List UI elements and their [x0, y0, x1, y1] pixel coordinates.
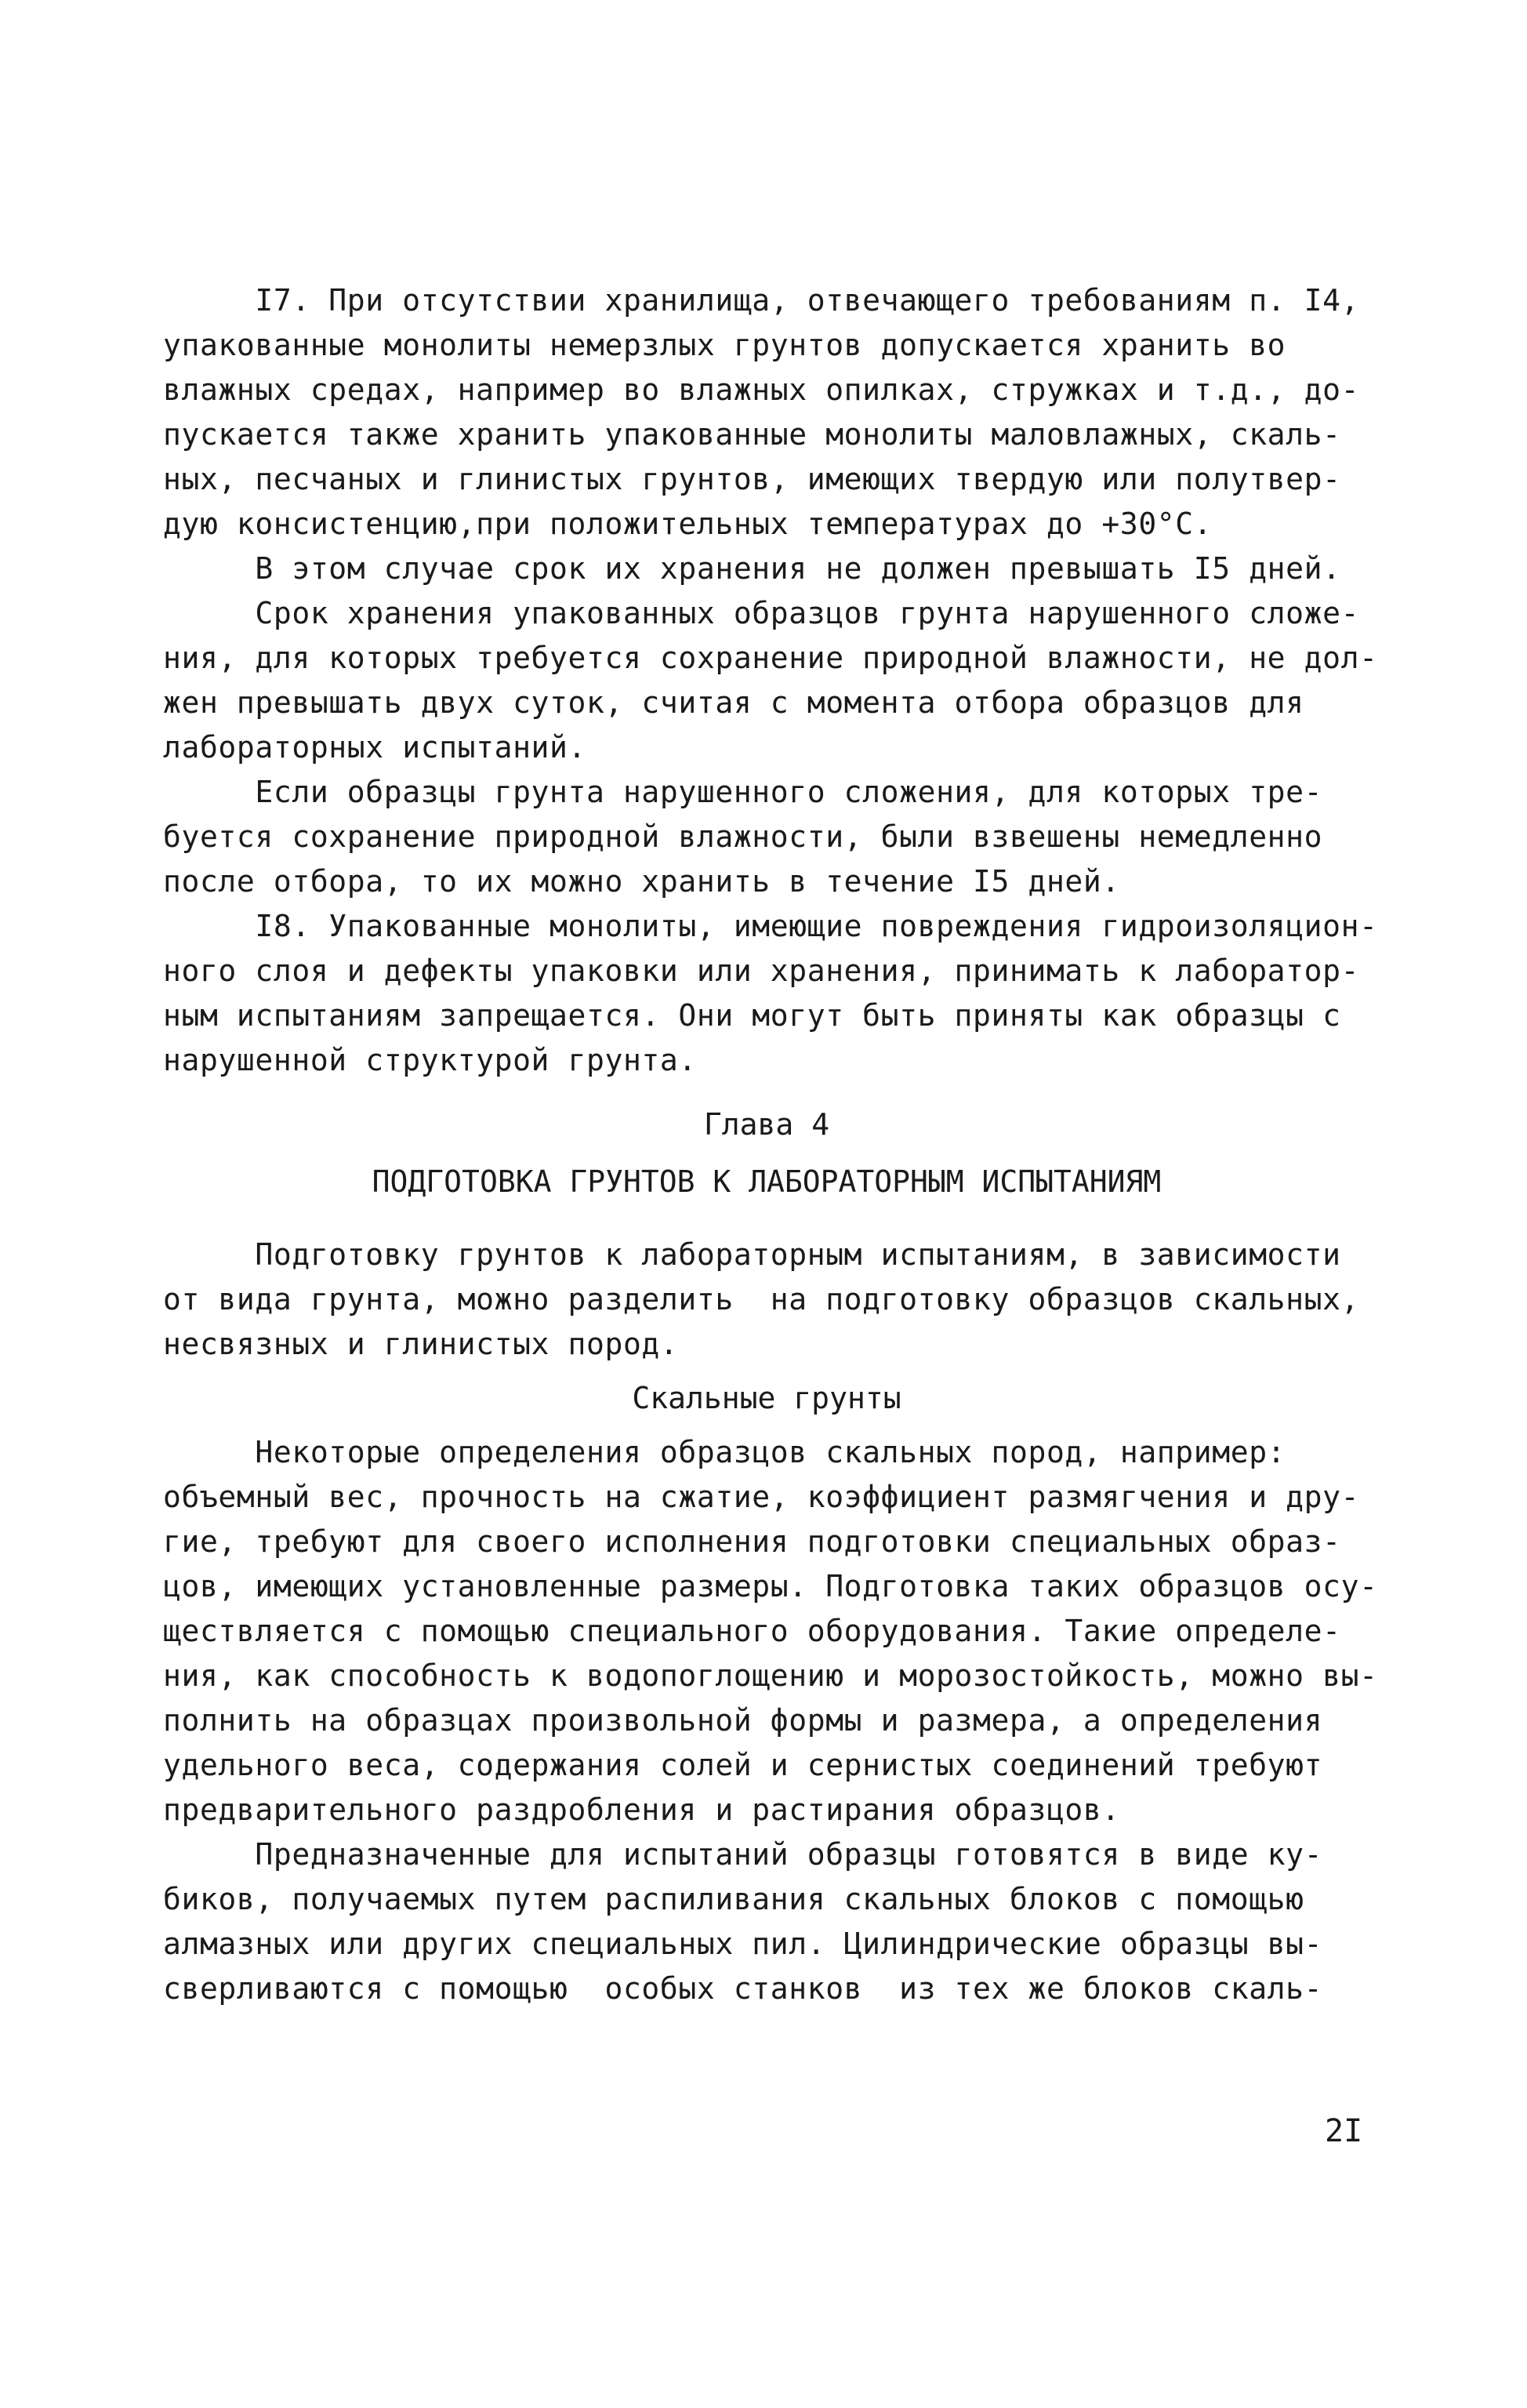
page-number: 2I [1325, 2113, 1363, 2149]
text-line: удельного веса, содержания солей и сернистых соединений требуют [163, 1748, 1323, 1782]
text-line: влажных средах, например во влажных опилках, стружках и т.д., до- [163, 372, 1360, 407]
text-line: цов, имеющих установленные размеры. Подготовка таких образцов осу- [163, 1569, 1378, 1604]
text-line: Подготовку грунтов к лабораторным испытаниям, в зависимости [163, 1237, 1341, 1272]
document-page [163, 278, 1378, 2011]
text-line: В этом случае срок их хранения не должен превышать I5 дней. [163, 551, 1341, 586]
text-line: ществляется с помощью специального оборудования. Такие определе- [163, 1614, 1341, 1648]
text-line: Если образцы грунта нарушенного сложения, для которых тре- [163, 775, 1323, 809]
rock-paragraph-1 [163, 1430, 1378, 1832]
section-subheading: Скальные грунты [632, 1381, 901, 1415]
text-line: Срок хранения упакованных образцов грунта нарушенного сложе- [163, 596, 1360, 630]
text-line: сверливаются с помощью особых станков из тех же блоков скаль- [163, 1971, 1323, 2006]
text-line: ния, как способность к водопоглощению и морозостойкость, можно вы- [163, 1658, 1378, 1693]
rock-paragraph-2 [163, 1832, 1370, 2011]
text-line: ным испытаниям запрещается. Они могут быть приняты как образцы с [163, 998, 1341, 1033]
text-line: гие, требуют для своего исполнения подготовки специальных образ- [163, 1524, 1341, 1559]
text-line: объемный вес, прочность на сжатие, коэффициент размягчения и дру- [163, 1480, 1360, 1514]
text-line: предварительного раздробления и растирания образцов. [163, 1792, 1120, 1827]
text-line: алмазных или других специальных пил. Цилиндрические образцы вы- [163, 1927, 1323, 1961]
section-17-paragraphs [163, 278, 1378, 904]
text-line: Предназначенные для испытаний образцы готовятся в виде ку- [163, 1837, 1323, 1872]
text-line: несвязных и глинистых пород. [163, 1327, 679, 1361]
text-line: пускается также хранить упакованные монолиты маловлажных, скаль- [163, 417, 1341, 452]
text-line: буется сохранение природной влажности, были взвешены немедленно [163, 819, 1323, 854]
text-line: I7. При отсутствии хранилища, отвечающего требованиям п. I4, [163, 283, 1360, 318]
text-line: дую консистенцию,при положительных температурах до +30°С. [163, 507, 1213, 541]
text-line: нарушенной структурой грунта. [163, 1043, 697, 1077]
text-line: ния, для которых требуется сохранение природной влажности, не дол- [163, 641, 1378, 675]
chapter-number: Глава 4 [703, 1107, 830, 1142]
text-line: после отбора, то их можно хранить в течение I5 дней. [163, 864, 1120, 899]
text-line: биков, получаемых путем распиливания скальных блоков с помощью [163, 1882, 1304, 1916]
text-line: от вида грунта, можно разделить на подготовку образцов скальных, [163, 1282, 1360, 1317]
intro-paragraph [163, 1233, 1370, 1367]
text-line: лабораторных испытаний. [163, 730, 586, 765]
text-line: Некоторые определения образцов скальных пород, например: [163, 1435, 1286, 1469]
text-line: ных, песчаных и глинистых грунтов, имеющих твердую или полутвер- [163, 462, 1341, 496]
text-line: упакованные монолиты немерзлых грунтов допускается хранить во [163, 328, 1286, 362]
text-line: полнить на образцах произвольной формы и размера, а определения [163, 1703, 1323, 1738]
chapter-title: ПОДГОТОВКА ГРУНТОВ К ЛАБОРАТОРНЫМ ИСПЫТАНИЯМ [372, 1164, 1162, 1199]
text-line: ного слоя и дефекты упаковки или хранения, принимать к лаборатор- [163, 953, 1360, 988]
text-line: жен превышать двух суток, считая с момента отбора образцов для [163, 685, 1304, 720]
text-line: I8. Упакованные монолиты, имеющие повреждения гидроизоляцион- [163, 909, 1378, 943]
section-18-paragraph [163, 904, 1378, 1083]
